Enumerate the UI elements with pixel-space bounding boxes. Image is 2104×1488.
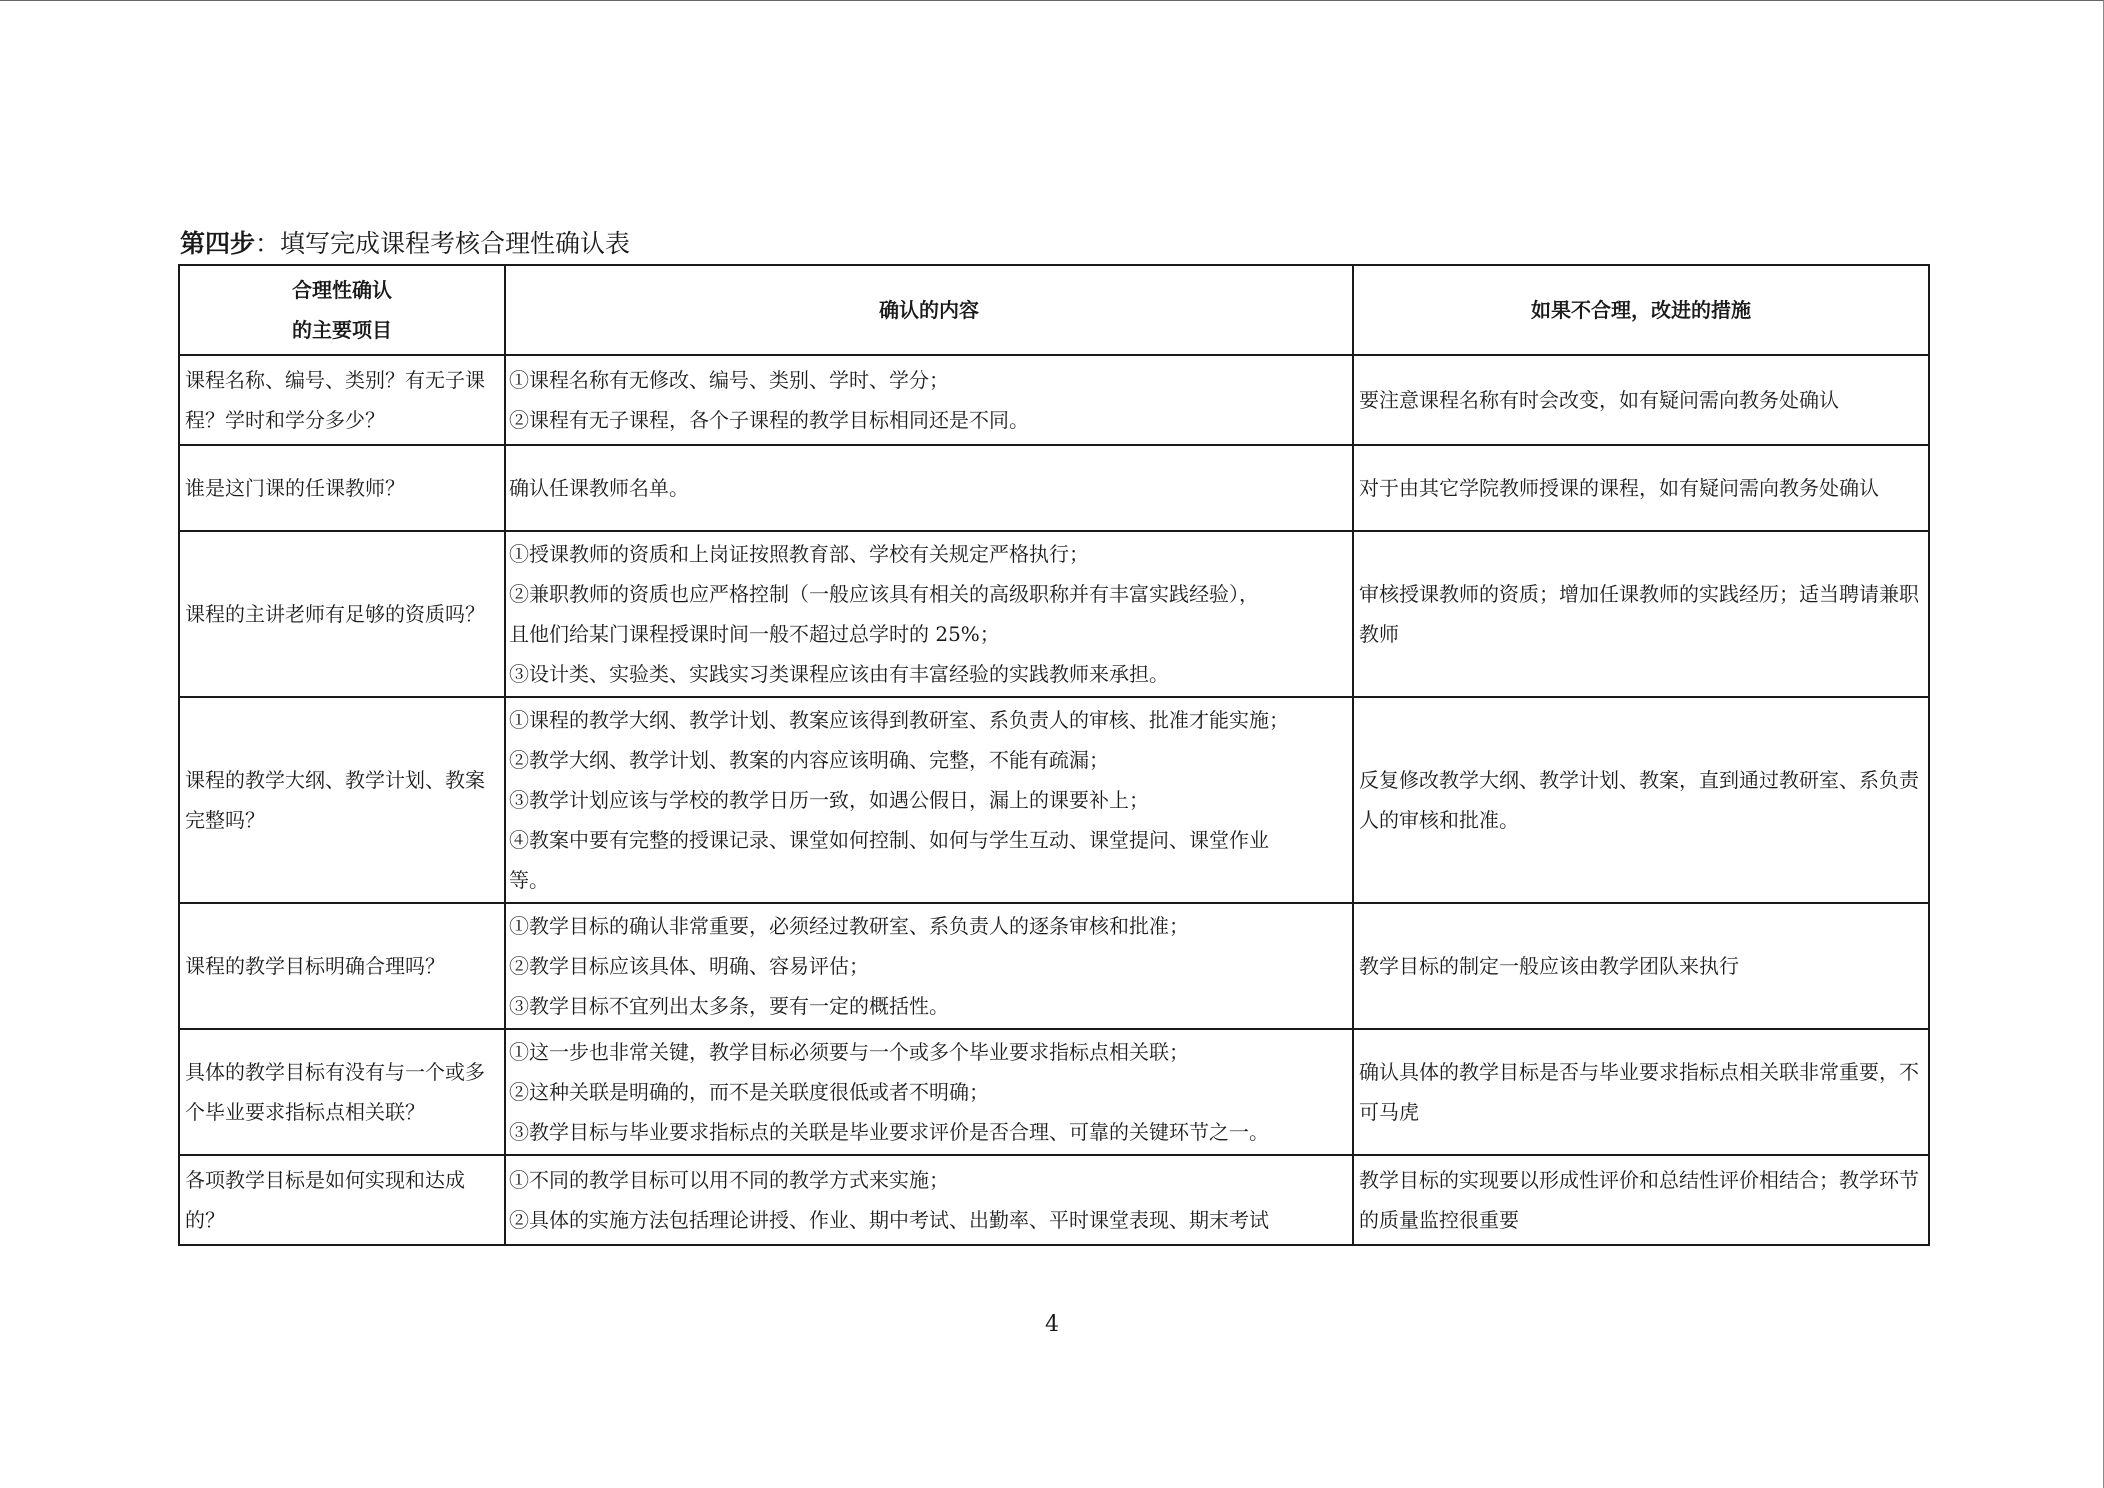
content-line: ①授课教师的资质和上岗证按照教育部、学校有关规定严格执行；	[509, 542, 1089, 566]
row-content	[505, 697, 1353, 903]
row-measure-text: 审核授课教师的资质；增加任课教师的实践经历；适当聘请兼职教师	[1359, 582, 1919, 646]
table-row	[179, 355, 1929, 445]
header-item-line2: 的主要项目	[292, 318, 392, 342]
content-line: 且他们给某门课程授课时间一般不超过总学时的 25%；	[509, 622, 1000, 646]
row-item-text: 谁是这门课的任课教师？	[185, 476, 405, 500]
header-measures: 如果不合理，改进的措施	[1353, 265, 1929, 355]
content-line: ①不同的教学目标可以用不同的教学方式来实施；	[509, 1168, 949, 1192]
row-item	[179, 1029, 505, 1155]
step-label: 第四步	[180, 229, 256, 258]
content-line: ③设计类、实验类、实践实习类课程应该由有丰富经验的实践教师来承担。	[509, 662, 1169, 686]
content-line: ①课程名称有无修改、编号、类别、学时、学分；	[509, 368, 949, 392]
header-item	[179, 265, 505, 355]
row-measure-text: 教学目标的实现要以形成性评价和总结性评价相结合；教学环节的质量监控很重要	[1359, 1168, 1919, 1232]
row-content	[505, 531, 1353, 697]
row-content	[505, 355, 1353, 445]
content-line: ②教学目标应该具体、明确、容易评估；	[509, 954, 869, 978]
row-item	[179, 445, 505, 531]
content-line: ③教学目标与毕业要求指标点的关联是毕业要求评价是否合理、可靠的关键环节之一。	[509, 1120, 1269, 1144]
content-line: ④教案中要有完整的授课记录、课堂如何控制、如何与学生互动、课堂提问、课堂作业	[509, 828, 1269, 852]
step-title: 填写完成课程考核合理性确认表	[280, 229, 631, 258]
row-item	[179, 1155, 505, 1245]
content-line: 确认任课教师名单。	[509, 476, 689, 500]
row-content	[505, 1155, 1353, 1245]
table-row	[179, 445, 1929, 531]
content-line: ③教学计划应该与学校的教学日历一致，如遇公假日，漏上的课要补上；	[509, 788, 1149, 812]
table-header-row	[179, 265, 1929, 355]
content-line: ②这种关联是明确的，而不是关联度很低或者不明确；	[509, 1080, 989, 1104]
header-item-line1: 合理性确认	[292, 278, 392, 302]
row-item-text: 课程名称、编号、类别？有无子课程？学时和学分多少？	[185, 368, 485, 432]
row-measure-text: 反复修改教学大纲、教学计划、教案，直到通过教研室、系负责人的审核和批准。	[1359, 768, 1919, 832]
content-line: ①教学目标的确认非常重要，必须经过教研室、系负责人的逐条审核和批准；	[509, 914, 1189, 938]
row-content	[505, 1029, 1353, 1155]
header-content: 确认的内容	[505, 265, 1353, 355]
row-item-text: 课程的主讲老师有足够的资质吗？	[185, 602, 485, 626]
row-measure	[1353, 355, 1929, 445]
row-measure-text: 对于由其它学院教师授课的课程，如有疑问需向教务处确认	[1359, 476, 1879, 500]
row-measure	[1353, 445, 1929, 531]
row-measure	[1353, 1029, 1929, 1155]
row-measure	[1353, 531, 1929, 697]
row-measure	[1353, 1155, 1929, 1245]
row-item-text: 课程的教学目标明确合理吗？	[185, 954, 445, 978]
row-content	[505, 445, 1353, 531]
table-row	[179, 697, 1929, 903]
page-number: 4	[1045, 1312, 1059, 1337]
row-item	[179, 355, 505, 445]
row-measure-text: 确认具体的教学目标是否与毕业要求指标点相关联非常重要，不可马虎	[1359, 1060, 1919, 1124]
table-row	[179, 1155, 1929, 1245]
table-row	[179, 531, 1929, 697]
table-row	[179, 1029, 1929, 1155]
content-line: ①这一步也非常关键，教学目标必须要与一个或多个毕业要求指标点相关联；	[509, 1040, 1189, 1064]
confirmation-table	[178, 264, 1930, 1246]
row-item	[179, 697, 505, 903]
row-item-text: 各项教学目标是如何实现和达成的？	[185, 1168, 465, 1232]
step-separator: ：	[255, 229, 281, 258]
row-item-text: 具体的教学目标有没有与一个或多个毕业要求指标点相关联？	[185, 1060, 485, 1124]
row-measure	[1353, 697, 1929, 903]
row-measure	[1353, 903, 1929, 1029]
row-item	[179, 903, 505, 1029]
row-content	[505, 903, 1353, 1029]
table-row	[179, 903, 1929, 1029]
content-line: ②课程有无子课程，各个子课程的教学目标相同还是不同。	[509, 408, 1029, 432]
row-item	[179, 531, 505, 697]
step-heading	[180, 227, 630, 261]
row-item-text: 课程的教学大纲、教学计划、教案完整吗？	[185, 768, 485, 832]
row-measure-text: 教学目标的制定一般应该由教学团队来执行	[1359, 954, 1739, 978]
content-line: 等。	[509, 868, 549, 892]
content-line: ③教学目标不宜列出太多条，要有一定的概括性。	[509, 994, 949, 1018]
content-line: ①课程的教学大纲、教学计划、教案应该得到教研室、系负责人的审核、批准才能实施；	[509, 708, 1289, 732]
content-line: ②具体的实施方法包括理论讲授、作业、期中考试、出勤率、平时课堂表现、期末考试	[509, 1208, 1269, 1232]
row-measure-text: 要注意课程名称有时会改变，如有疑问需向教务处确认	[1359, 388, 1839, 412]
content-line: ②教学大纲、教学计划、教案的内容应该明确、完整，不能有疏漏；	[509, 748, 1109, 772]
content-line: ②兼职教师的资质也应严格控制（一般应该具有相关的高级职称并有丰富实践经验），	[509, 582, 1259, 606]
